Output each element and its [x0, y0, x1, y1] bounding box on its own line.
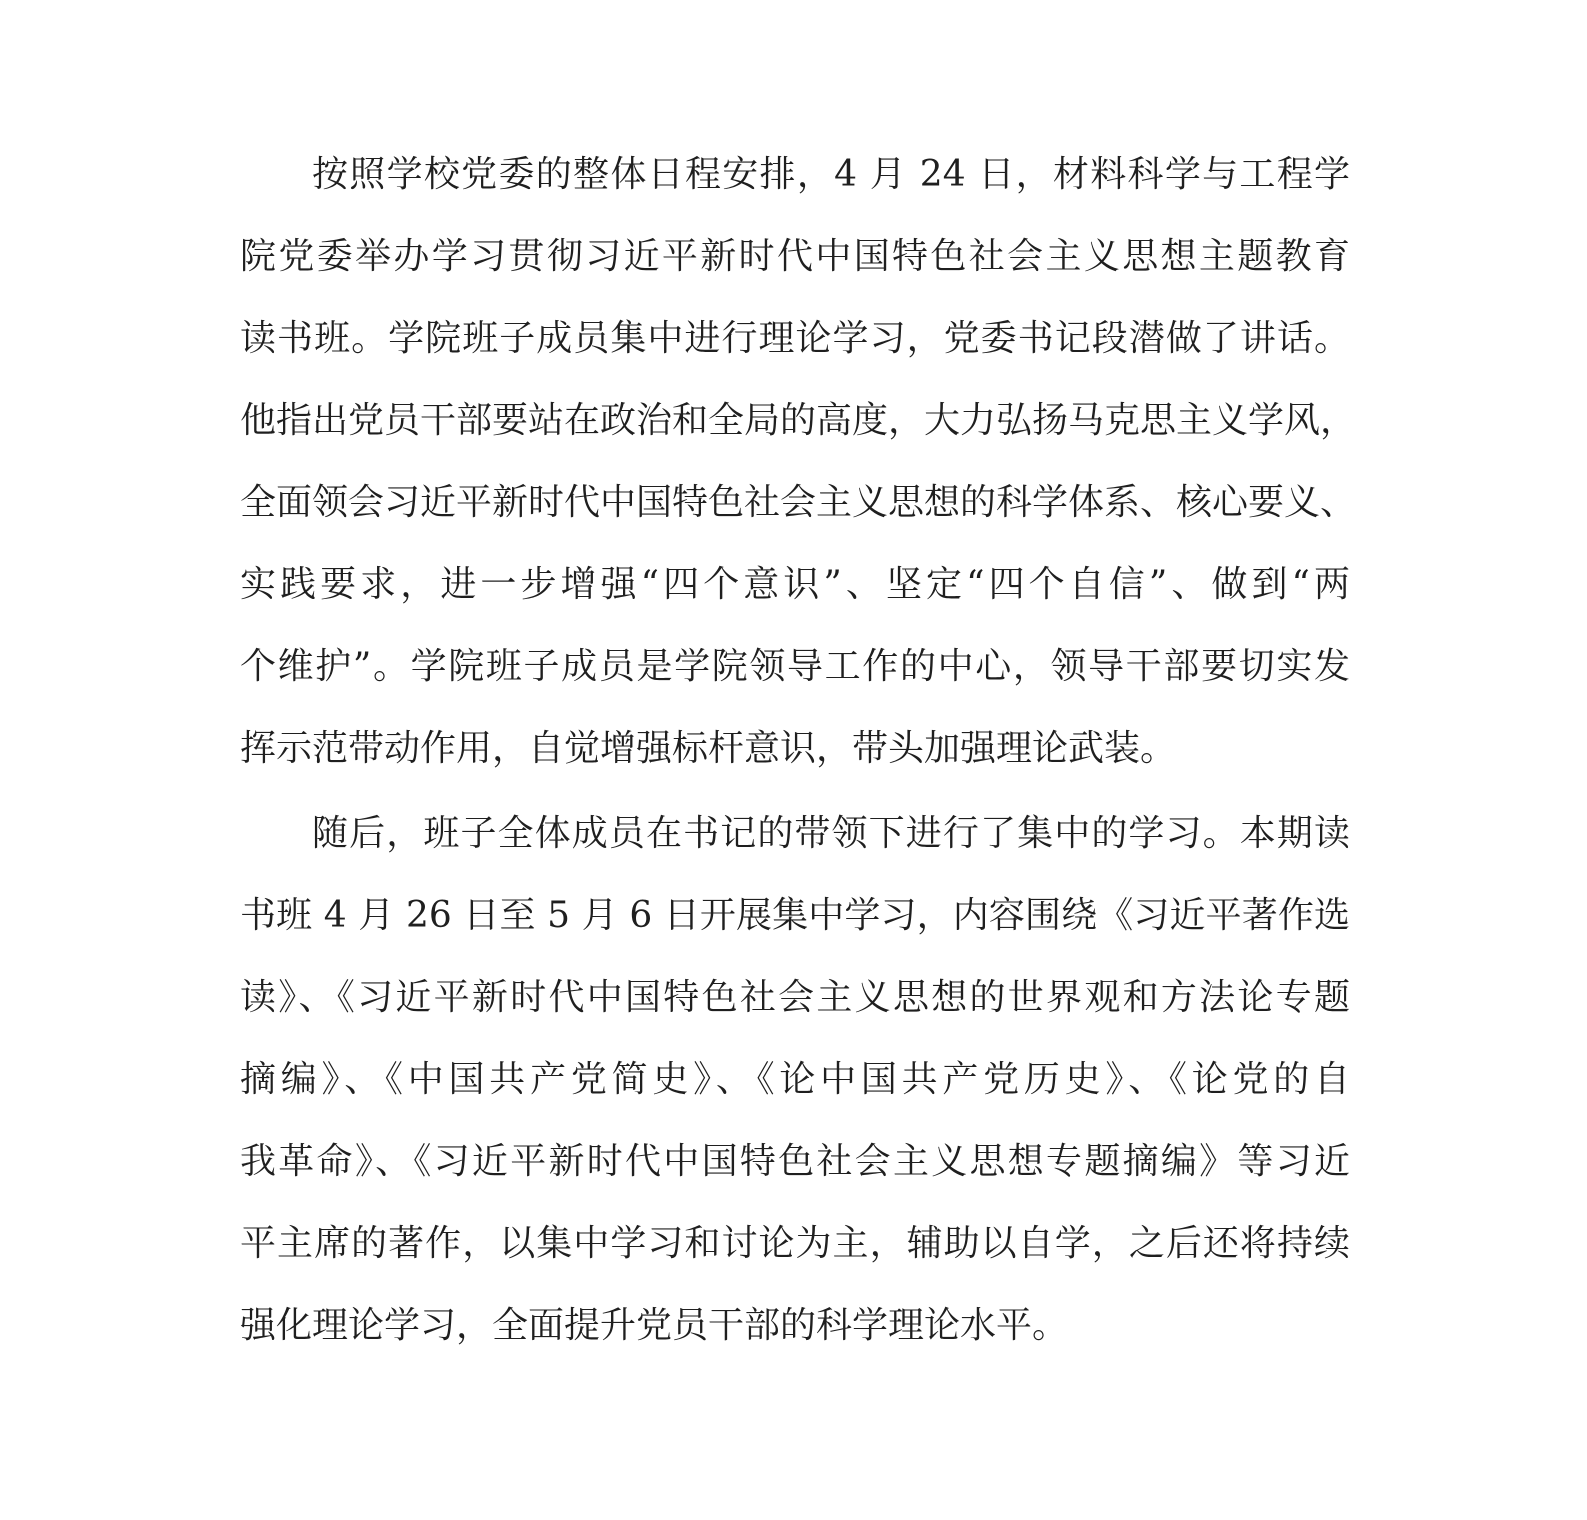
- paragraph-line: 他指出党员干部要站在政治和全局的高度，大力弘扬马克思主义学风，: [240, 400, 1357, 441]
- paragraph-line: 强化理论学习，全面提升党员干部的科学理论水平。: [240, 1305, 1069, 1346]
- paragraph-line: 实践要求，进一步增强“四个意识”、坚定“四个自信”、做到“两: [240, 564, 1350, 605]
- paragraph-line: 院党委举办学习贯彻习近平新时代中国特色社会主义思想主题教育: [240, 236, 1350, 277]
- paragraph-line: 随后，班子全体成员在书记的带领下进行了集中的学习。本期读: [312, 813, 1350, 854]
- paragraph-line: 挥示范带动作用，自觉增强标杆意识，带头加强理论武装。: [240, 728, 1177, 769]
- paragraph-line: 书班 4 月 26 日至 5 月 6 日开展集中学习，内容围绕《习近平著作选: [240, 895, 1350, 936]
- paragraph-line: 个维护”。学院班子成员是学院领导工作的中心，领导干部要切实发: [240, 646, 1350, 687]
- paragraph-line: 平主席的著作，以集中学习和讨论为主，辅助以自学，之后还将持续: [240, 1223, 1350, 1264]
- paragraph-line: 摘编》、《中国共产党简史》、《论中国共产党历史》、《论党的自: [240, 1059, 1350, 1100]
- paragraph-line: 读》、《习近平新时代中国特色社会主义思想的世界观和方法论专题: [240, 977, 1350, 1018]
- paragraph-line: 按照学校党委的整体日程安排，4 月 24 日，材料科学与工程学: [312, 154, 1350, 195]
- paragraph-line: 读书班。学院班子成员集中进行理论学习，党委书记段潜做了讲话。: [240, 318, 1350, 359]
- paragraph-1: [240, 134, 1357, 790]
- paragraph-2: [240, 793, 1350, 1367]
- paragraph-line: 我革命》、《习近平新时代中国特色社会主义思想专题摘编》等习近: [240, 1141, 1350, 1182]
- paragraph-line: 全面领会习近平新时代中国特色社会主义思想的科学体系、核心要义、: [240, 482, 1357, 523]
